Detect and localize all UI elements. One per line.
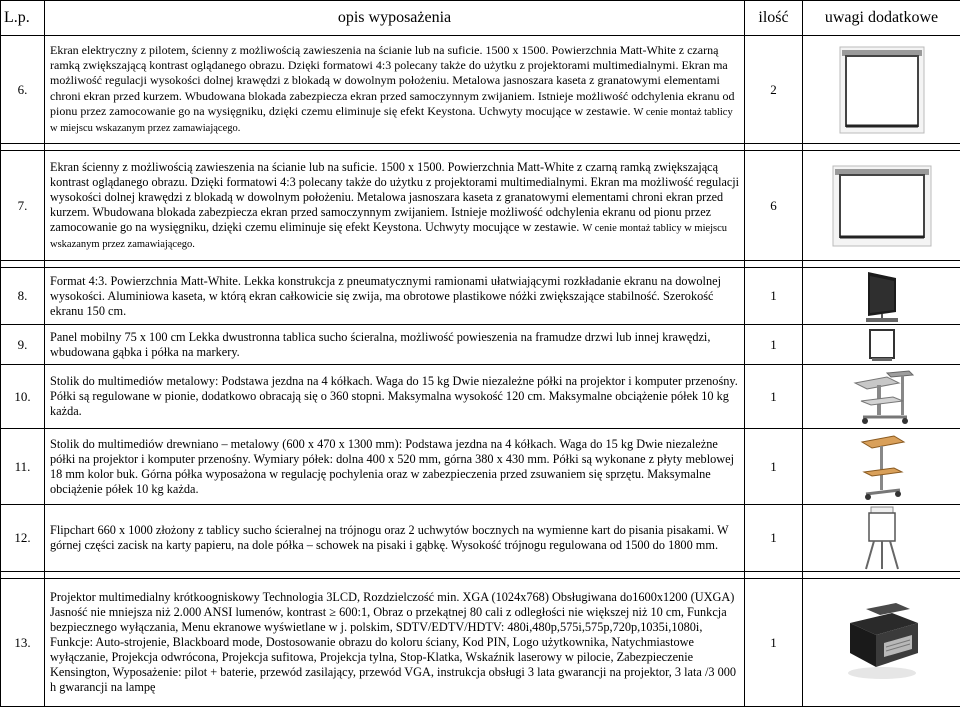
row-number: 8. <box>1 268 45 325</box>
row-number: 7. <box>1 151 45 261</box>
row-quantity: 1 <box>745 579 803 707</box>
row-description: Flipchart 660 x 1000 złożony z tablicy sucho ścieralnej na trójnogu oraz 2 uchwytów bocznych na wymienne kart do pisania pisakami. W górnej części zacisk na karty papieru, na dole półka – schowek na pisaki i gąbkę. Wysokość trójnogu regulowana od 1500 do 1800 mm. <box>45 505 745 572</box>
table-row <box>1 268 960 325</box>
header-lp: L.p. <box>1 1 45 36</box>
flipchart-icon <box>862 505 902 571</box>
row-number: 6. <box>1 36 45 144</box>
row-quantity: 1 <box>745 325 803 365</box>
row-note: W cenie montaż tablicy w miejscu wskazanym przez zamawiającego. <box>50 107 733 134</box>
row-description: Stolik do multimediów metalowy: Podstawa jezdna na 4 kółkach. Waga do 15 kg Dwie niezależne półki na projektor i komputer przenośny. Półki są regulowane w pionie, dodatkowo obracają się o 360 stopni. Maksymalna wysokość 120 cm. Maksymalne obciążenie półek 10 kg każda. <box>45 365 745 429</box>
row-image <box>803 365 960 429</box>
floor-screen-icon <box>862 268 902 324</box>
header-row <box>1 1 960 36</box>
table-row <box>1 505 960 572</box>
header-notes: uwagi dodatkowe <box>803 1 960 36</box>
row-number: 9. <box>1 325 45 365</box>
metal-cart-icon <box>847 367 917 427</box>
row-number: 13. <box>1 579 45 707</box>
row-quantity: 1 <box>745 505 803 572</box>
table-row <box>1 365 960 429</box>
table-row <box>1 151 960 261</box>
row-description: Ekran elektryczny z pilotem, ścienny z możliwością zawieszenia na ścianie lub na suficie. 1500 x 1500. Powierzchnia Matt-White z czarną ramką zwiększającą kontrast oglądanego obrazu. Dzięki formatowi 4:3 polecany także do użytku z projektorami multimedialnymi. Ekran ma możliwość regulacji wysokości dolnej krawędzi z blokadą w dowolnym położeniu. Metalowa jasnoszara kaseta z granatowymi elementami chroni ekran przed kurzem. Wbudowana blokada zabezpiecza ekran przed samoczynnym zwijaniem. Istnieje możliwość odchylenia ekranu od pionu przez zamocowanie go na wysięgniku, dzięki czemu eliminuje się efekt Keystona. Uchwyty mocujące w zestawie. <box>50 43 735 118</box>
row-image <box>803 579 960 707</box>
row-quantity: 2 <box>745 36 803 144</box>
wooden-cart-icon <box>854 432 910 502</box>
row-quantity: 1 <box>745 365 803 429</box>
whiteboard-icon <box>867 328 897 362</box>
table-row <box>1 579 960 707</box>
header-quantity: ilość <box>745 1 803 36</box>
row-number: 11. <box>1 429 45 505</box>
table-row <box>1 429 960 505</box>
row-quantity: 6 <box>745 151 803 261</box>
header-description: opis wyposażenia <box>45 1 745 36</box>
row-quantity: 1 <box>745 268 803 325</box>
row-description: Panel mobilny 75 x 100 cm Lekka dwustronna tablica sucho ścieralna, możliwość powieszenia na framudze drzwi lub innej krawędzi, wbudowana gąbka i półka na markery. <box>45 325 745 365</box>
row-image <box>803 268 960 325</box>
row-image <box>803 325 960 365</box>
row-number: 10. <box>1 365 45 429</box>
table-row <box>1 36 960 144</box>
row-description: Projektor multimedialny krótkoogniskowy Technologia 3LCD, Rozdzielczość min. XGA (1024x768) Obsługiwana do1600x1200 (UXGA) Jasność nie mniejsza niż 2.000 ANSI lumenów, kontrast ≥ 600:1, Obraz o przekątnej 80 cali z odległości nie większej niż 10 cm, Funkcja bezpiecznego wyłączania, Menu ekranowe wyświetlane w j. polskim, SDTV/EDTV/HDTV: 480i,480p,575i,575p,720p,1035i,1080i, Funkcje: Auto-strojenie, Blackboard mode, Dostosowanie obrazu do koloru ściany, Kod PIN, Logo użytkownika, Natychmiastowe wyłączanie, Projekcja odwrócona, Projekcja sufitowa, Projekcja tylna, Stop-Klatka, Wskaźnik laserowy w pilocie, Zabezpieczenie Kensington, Wyposażenie: pilot + baterie, przewód zasilający, przewód VGA, instrukcja obsługi 3 lata gwarancji na projektor, 3 lata /3 000 h gwarancji na lampę <box>45 579 745 707</box>
projector-icon <box>836 603 928 683</box>
row-note: W cenie montaż tablicy w miejscu wskazanym przez zamawiającego. <box>50 223 727 250</box>
row-description: Format 4:3. Powierzchnia Matt-White. Lekka konstrukcja z pneumatycznymi ramionami ułatwiającymi rozkładanie ekranu na dowolnej wysokości. Aluminiowa kaseta, w którą ekran całkowicie się zwija, ma obrotowe plastikowe nóżki zwiększające stabilność. Szerokość ekranu 150 cm. <box>45 268 745 325</box>
row-image <box>803 505 960 572</box>
row-number: 12. <box>1 505 45 572</box>
projection-screen-icon <box>838 45 926 135</box>
row-description: Stolik do multimediów drewniano – metalowy (600 x 470 x 1300 mm): Podstawa jezdna na 4 kółkach. Waga do 15 kg Dwie niezależne półki na projektor i komputer przenośny. Wymiary półek: dolna 400 x 520 mm, górna 380 x 430 mm. Półki są wykonane z płyty meblowej 18 mm kolor buk. Górna półka wyposażona w regulację pochylenia oraz w zabezpieczenia przed zsuwaniem się sprzętu. Maksymalne obciążenie półek 10 kg każda. <box>45 429 745 505</box>
row-image <box>803 429 960 505</box>
table-row <box>1 325 960 365</box>
row-description: Ekran ścienny z możliwością zawieszenia na ścianie lub na suficie. 1500 x 1500. Powierzchnia Matt-White z czarną ramką zwiększającą kontrast oglądanego obrazu. Dzięki formatowi 4:3 polecany także do użytku z projektorami multimedialnymi. Ekran ma możliwość regulacji wysokości dolnej krawędzi z blokadą w dowolnym położeniu. Metalowa jasnoszara kaseta z granatowymi elementami chroni ekran przed kurzem. Wbudowana blokada zabezpiecza ekran przed samoczynnym zwijaniem. Istnieje możliwość odchylenia ekranu od pionu przez zamocowanie go na wysięgniku, dzięki czemu eliminuje się efekt Keystona. Uchwyty mocujące w zestawie. <box>50 160 739 234</box>
row-quantity: 1 <box>745 429 803 505</box>
row-image <box>803 36 960 144</box>
projection-screen-icon <box>832 165 932 247</box>
row-image <box>803 151 960 261</box>
